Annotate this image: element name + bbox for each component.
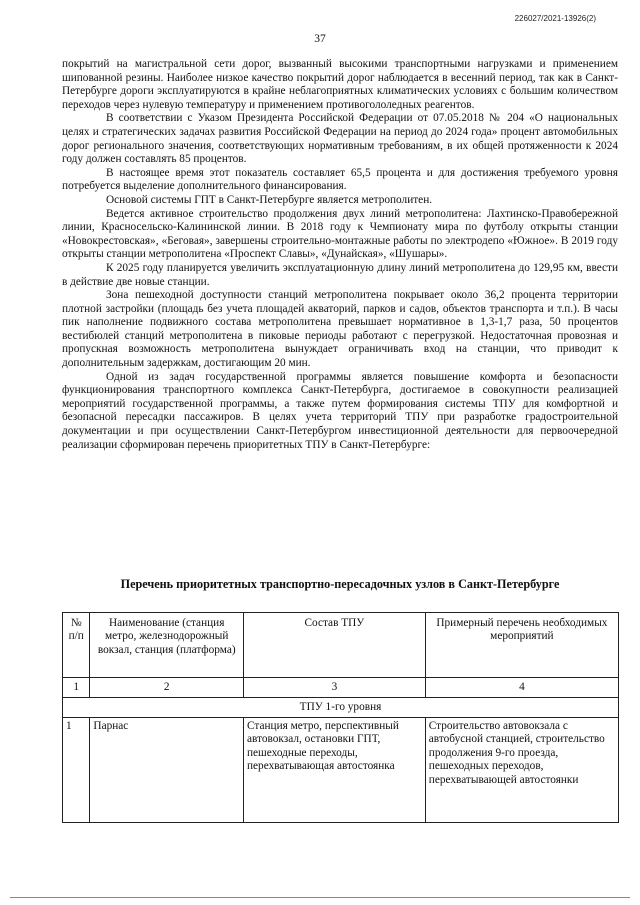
paragraph: Ведется активное строительство продолжения двух линий метрополитена: Лахтинско-Правобережной линии, Красносельско-Калининской линии. В 2018 году к Чемпионату мира по футболу открыты станции «Новокрестовская», «Беговая», завершены строительно-монтажные работы по электродепо «Южное». В 2019 году открыты станции метрополитена «Проспект Славы», «Дунайская», «Шушары». bbox=[62, 207, 618, 261]
table-row bbox=[63, 718, 619, 823]
column-number: 2 bbox=[90, 678, 244, 698]
column-number: 1 bbox=[63, 678, 90, 698]
tpu-table bbox=[62, 612, 619, 823]
row-name: Парнас bbox=[90, 718, 244, 823]
paragraph: покрытий на магистральной сети дорог, вызванный высокими транспортными нагрузками и применением шипованной резины. Наиболее низкое качество покрытий дорог наблюдается в весенний период, так как в Санкт-Петербурге дороги эксплуатируются в крайне неблагоприятных климатических условиях с большим количеством переходов через нулевую температуру и применением противогололедных реагентов. bbox=[62, 58, 618, 111]
level-row bbox=[63, 698, 619, 718]
header-composition: Состав ТПУ bbox=[244, 613, 426, 678]
paragraph: В настоящее время этот показатель составляет 65,5 процента и для достижения требуемого уровня потребуется выделение дополнительного финансирования. bbox=[62, 166, 618, 193]
paragraph: В соответствии с Указом Президента Российской Федерации от 07.05.2018 № 204 «О национальных целях и стратегических задачах развития Российской Федерации на период до 2024 года» процент автомобильных дорог регионального значения, соответствующих нормативным требованиям, в их общей протяженности к 2024 году должен составлять 85 процентов. bbox=[62, 112, 618, 166]
column-number-row bbox=[63, 678, 619, 698]
column-number: 4 bbox=[425, 678, 618, 698]
paragraph: Одной из задач государственной программы является повышение комфорта и безопасности функционирования транспортного комплекса Санкт-Петербурга, достигаемое в совокупности реализацией мероприятий государственной программы, а также путем формирования системы ТПУ для комфортной и безопасной пересадки пассажиров. В целях учета территорий ТПУ при разработке градостроительной документации и при осуществлении Санкт-Петербургом инвестиционной деятельности для первоочередной реализации сформирован перечень приоритетных ТПУ в Санкт-Петербурге: bbox=[62, 370, 618, 451]
paragraph: Зона пешеходной доступности станций метрополитена покрывает около 36,2 процента территории плотной застройки (площадь без учета площадей акваторий, парков и садов, объектов транспорта и т.п.). В часы пик наполнение подвижного состава метрополитена превышает нормативное в 1,3-1,7 раза, 50 процентов вестибюлей станций метрополитена в пиковые периоды работают с перегрузкой. Недостаточная провозная и пропускная возможность метрополитена вынуждает ограничивать вход на станции, что приводит к дополнительным задержкам, достигающим 20 мин. bbox=[62, 289, 618, 370]
row-num: 1 bbox=[63, 718, 90, 823]
row-composition: Станция метро, перспективный автовокзал, остановки ГПТ, пешеходные переходы, перехватывающая автостоянка bbox=[244, 718, 426, 823]
paragraph: К 2025 году планируется увеличить эксплуатационную длину линий метрополитена до 129,95 км, ввести в действие две новые станции. bbox=[62, 261, 618, 288]
table-title: Перечень приоритетных транспортно-пересадочных узлов в Санкт-Петербурге bbox=[120, 577, 560, 591]
header-measures: Примерный перечень необходимых мероприятий bbox=[425, 613, 618, 678]
table-header-row bbox=[63, 613, 619, 678]
level-label: ТПУ 1-го уровня bbox=[63, 698, 619, 718]
page-number: 37 bbox=[314, 33, 326, 45]
row-measures: Строительство автовокзала с автобусной станцией, строительство продолжения 9-го проезда, пешеходных переходов, перехватывающей автостоянки bbox=[425, 718, 618, 823]
document-id: 226027/2021-13926(2) bbox=[514, 14, 596, 23]
body-text bbox=[62, 58, 618, 452]
paragraph: Основой системы ГПТ в Санкт-Петербурге является метрополитен. bbox=[106, 193, 433, 206]
scan-edge-line bbox=[10, 897, 630, 898]
column-number: 3 bbox=[244, 678, 426, 698]
header-num: № п/п bbox=[63, 613, 90, 678]
header-name: Наименование (станция метро, железнодорожный вокзал, станция (платформа) bbox=[90, 613, 244, 678]
